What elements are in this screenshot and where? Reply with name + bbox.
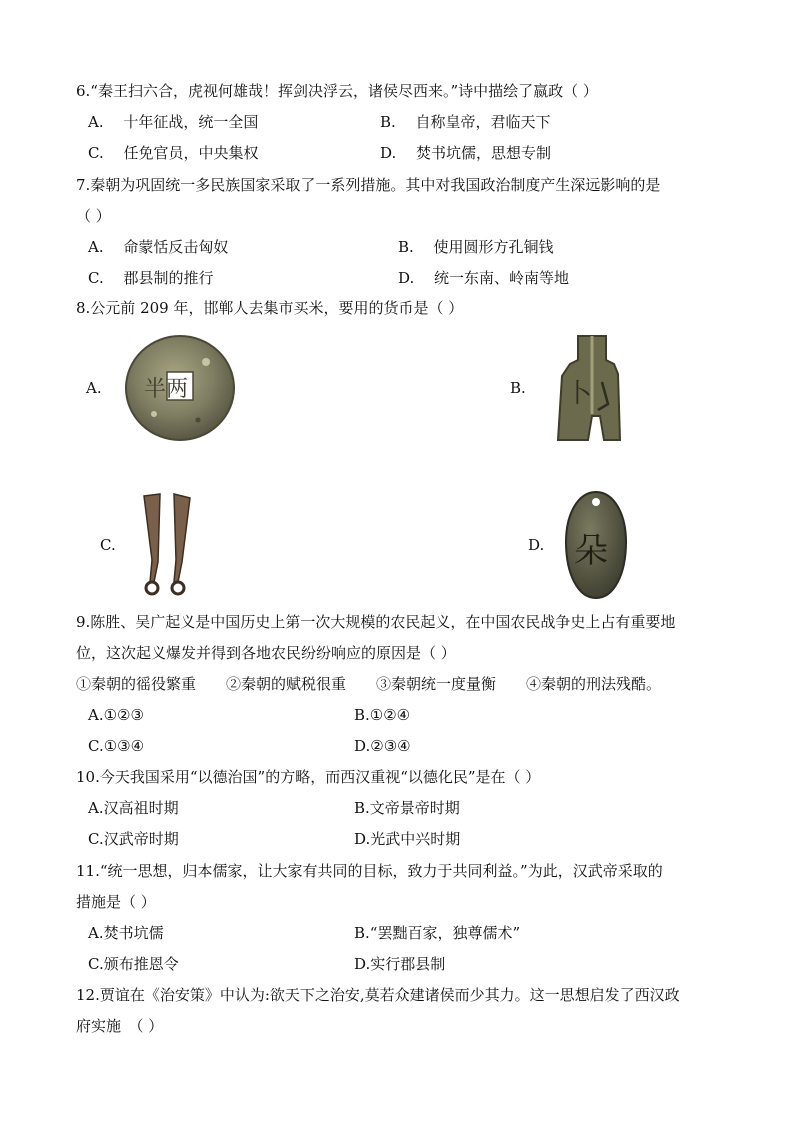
spade-coin-image (544, 332, 640, 444)
q10-option-c: C.汉武帝时期 (88, 830, 179, 848)
q9-option-c: C.①③④ (88, 737, 145, 755)
q11-option-c: C.颁布推恩令 (88, 955, 179, 973)
q8-option-d-label: D. (528, 536, 545, 554)
q10-stem: 10.今天我国采用“以德治国”的方略，而西汉重视“以德化民”是在（ ） (76, 768, 541, 786)
q10-option-d: D.光武中兴时期 (354, 830, 461, 848)
q8-option-a-label: A. (86, 379, 102, 397)
q9-stem-line2: 位，这次起义爆发并得到各地农民纷纷响应的原因是（ ） (76, 644, 456, 662)
q9-items: ①秦朝的徭役繁重 ②秦朝的赋税很重 ③秦朝统一度量衡 ④秦朝的刑法残酷。 (76, 675, 662, 693)
q9-option-b: B.①②④ (354, 706, 411, 724)
coin-d-glyph: 朵 (574, 531, 608, 571)
q7-option-a: A. 命蒙恬反击匈奴 (88, 238, 229, 256)
ant-nose-coin-image (562, 490, 630, 600)
q6-option-d: D. 焚书坑儒，思想专制 (380, 144, 552, 162)
q6-option-c: C. 任免官员，中央集权 (88, 144, 259, 162)
q9-stem-line1: 9.陈胜、吴广起义是中国历史上第一次大规模的农民起义，在中国农民战争史上占有重要地 (76, 613, 676, 631)
q8-option-c-label: C. (100, 536, 116, 554)
q11-option-a: A.焚书坑儒 (88, 924, 164, 942)
q10-option-b: B.文帝景帝时期 (354, 799, 460, 817)
q12-stem-line1: 12.贾谊在《治安策》中认为:欲天下之治安,莫若众建诸侯而少其力。这一思想启发了西汉政 (76, 986, 680, 1004)
q6-stem: 6.“秦王扫六合，虎视何雄哉！挥剑决浮云，诸侯尽西来。”诗中描绘了嬴政（ ） (76, 82, 598, 100)
q10-option-a: A.汉高祖时期 (88, 799, 179, 817)
q7-paren: （ ） (76, 207, 111, 225)
q12-stem-line2: 府实施 （ ） (76, 1017, 164, 1035)
q7-option-b: B. 使用圆形方孔铜钱 (398, 238, 554, 256)
q8-stem: 8.公元前 209 年，邯郸人去集市买米，要用的货币是（ ） (76, 299, 464, 317)
q7-option-c: C. 郡县制的推行 (88, 269, 214, 287)
q6-option-b: B. 自称皇帝，君临天下 (380, 113, 551, 131)
q11-option-d: D.实行郡县制 (354, 955, 446, 973)
q7-stem: 7.秦朝为巩固统一多民族国家采取了一系列措施。其中对我国政治制度产生深远影响的是 (76, 176, 661, 194)
banliang-coin-image (124, 334, 236, 442)
q9-option-a: A.①②③ (88, 706, 144, 724)
coin-b-glyph: 卜 (566, 379, 593, 409)
q7-option-d: D. 统一东南、岭南等地 (398, 269, 570, 287)
q11-stem-line2: 措施是（ ） (76, 893, 156, 911)
q6-option-a: A. 十年征战，统一全国 (88, 113, 259, 131)
coin-a-glyph-left: 半两 (144, 377, 189, 402)
q11-option-b: B.“罢黜百家，独尊儒术” (354, 924, 521, 942)
knife-coin-image (138, 492, 198, 598)
q8-option-b-label: B. (510, 379, 526, 397)
q9-option-d: D.②③④ (354, 737, 411, 755)
q11-stem-line1: 11.“统一思想，归本儒家，让大家有共同的目标，致力于共同利益。”为此，汉武帝采取的 (76, 862, 663, 880)
